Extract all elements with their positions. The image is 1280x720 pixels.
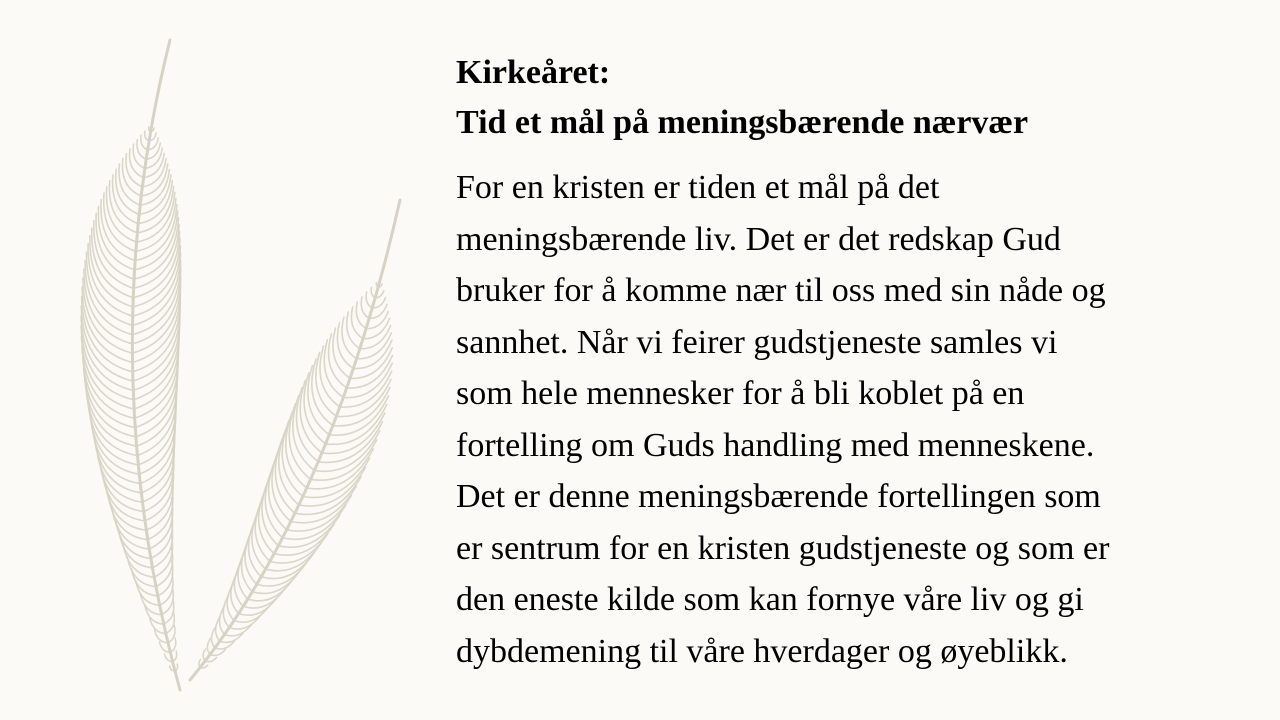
body-line: dybdemening til våre hverdager og øyeblikk. — [456, 632, 1068, 670]
body-paragraph — [456, 162, 1236, 677]
body-line: Det er denne meningsbærende fortellingen som — [456, 478, 1101, 515]
body-line: For en kristen er tiden et mål på det — [456, 169, 940, 206]
body-line: er sentrum for en kristen gudstjeneste og som er — [456, 529, 1110, 567]
body-line: fortelling om Guds handling med menneskene. — [456, 426, 1095, 464]
heading-title: Kirkeåret: — [456, 54, 611, 91]
heading-subtitle: Tid et mål på meningsbærende nærvær — [456, 104, 1029, 141]
body-line: som hele mennesker for å bli koblet på en — [456, 375, 1025, 412]
body-line: den eneste kilde som kan fornye våre liv og gi — [456, 581, 1084, 618]
body-line: bruker for å komme nær til oss med sin nåde og — [456, 272, 1106, 309]
body-line: sannhet. Når vi feirer gudstjeneste samles vi — [456, 323, 1058, 361]
body-line: meningsbærende liv. Det er det redskap Gud — [456, 220, 1061, 258]
feather-icon — [30, 30, 430, 700]
text-block — [456, 48, 1236, 677]
